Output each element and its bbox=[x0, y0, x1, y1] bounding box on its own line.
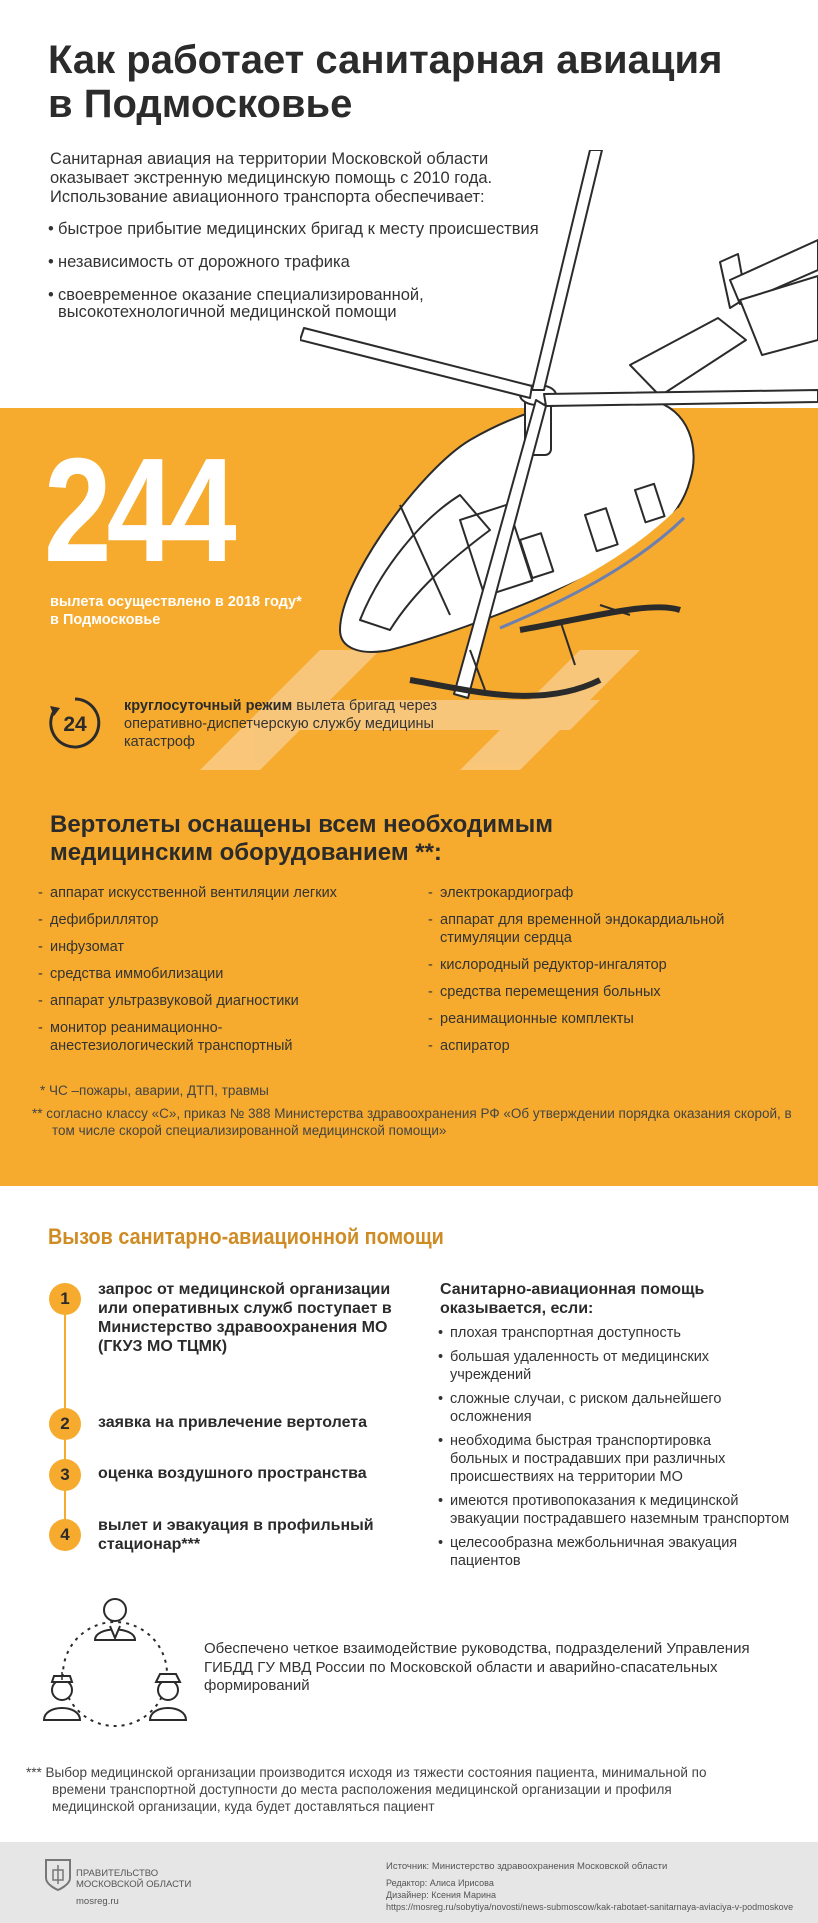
equipment-item: - средства иммобилизации bbox=[38, 965, 418, 983]
step-number: 2 bbox=[49, 1408, 81, 1440]
step-number: 3 bbox=[49, 1459, 81, 1491]
step-text: запрос от медицинской организации или оперативных служб поступает в Министерство здравоохранения МО (ГКУЗ МО ТЦМК) bbox=[98, 1281, 392, 1355]
step-text: вылет и эвакуация в профильный стационар*** bbox=[98, 1517, 374, 1553]
footnote-3: *** Выбор медицинской организации производится исходя из тяжести состояния пациента, минимальной по времени транспортной доступности до места расположения медицинской организации и профиля медицинской организации, куда будет доставляться пациент bbox=[26, 1765, 707, 1814]
step-number: 1 bbox=[49, 1283, 81, 1315]
equipment-item: - электрокардиограф bbox=[428, 884, 798, 902]
equipment-item: - аппарат ультразвуковой диагностики bbox=[38, 992, 418, 1010]
clock-24-icon bbox=[48, 696, 102, 750]
footnote-2: ** согласно классу «С», приказ № 388 Министерства здравоохранения РФ «Об утверждении порядка оказания скорой, в том числе скорой специализированной медицинской помощи» bbox=[32, 1106, 792, 1138]
footnote-1: * ЧС –пожары, аварии, ДТП, травмы bbox=[40, 1083, 269, 1098]
condition-item: • необходима быстрая транспортировка больных и пострадавших при различных происшествиях на территории МО bbox=[438, 1432, 768, 1486]
helicopter-illustration-icon bbox=[300, 150, 818, 720]
equipment-item: - дефибриллятор bbox=[38, 911, 418, 929]
page-title: Как работает санитарная авиация в Подмосковье bbox=[48, 38, 723, 126]
equipment-item: - монитор реанимационно-анестезиологический транспортный bbox=[38, 1019, 338, 1055]
benefit-item: • своевременное оказание специализированной, высокотехнологичной медицинской помощи bbox=[48, 287, 588, 321]
credits bbox=[386, 1860, 793, 1913]
condition-item: • плохая транспортная доступность bbox=[438, 1324, 808, 1342]
step-number: 4 bbox=[49, 1519, 81, 1551]
site-link[interactable]: mosreg.ru bbox=[76, 1896, 119, 1907]
step-text: заявка на привлечение вертолета bbox=[98, 1414, 368, 1431]
equipment-item: - реанимационные комплекты bbox=[428, 1010, 798, 1028]
round-the-clock-text: круглосуточный режим вылета бригад через оперативно-диспетчерскую службу медицины катастроф bbox=[124, 698, 438, 750]
cooperation-people-icon bbox=[40, 1592, 190, 1742]
intro-text: Санитарная авиация на территории Московской области оказывает экстренную медицинскую помощь с 2010 года. Использование авиационного транспорта обеспечивает: bbox=[50, 150, 493, 206]
equipment-item: - кислородный редуктор-ингалятор bbox=[428, 956, 798, 974]
equipment-title: Вертолеты оснащены всем необходимым медицинским оборудованием **: bbox=[50, 811, 553, 866]
article-url-link[interactable]: https://mosreg.ru/sobytiya/novosti/news-submoscow/kak-rabotaet-sanitarnaya-aviaciya-v-podmoskove bbox=[386, 1902, 794, 1912]
condition-item: • сложные случаи, с риском дальнейшего осложнения bbox=[438, 1390, 758, 1426]
source-text: Источник: Министерство здравоохранения Московской области bbox=[386, 1861, 668, 1872]
equipment-item: - средства перемещения больных bbox=[428, 983, 798, 1001]
step-text: оценка воздушного пространства bbox=[98, 1465, 367, 1482]
coat-of-arms-icon bbox=[44, 1858, 72, 1892]
equipment-item: - аппарат искусственной вентиляции легких bbox=[38, 884, 418, 902]
benefit-item: • независимость от дорожного трафика bbox=[48, 254, 588, 271]
equipment-item: - аспиратор bbox=[428, 1037, 798, 1055]
benefit-item: • быстрое прибытие медицинских бригад к месту происшествия bbox=[48, 221, 588, 238]
equipment-item: - инфузомат bbox=[38, 938, 418, 956]
equipment-item: - аппарат для временной эндокардиальной стимуляции сердца bbox=[428, 911, 778, 947]
designer-text: Дизайнер: Ксения Марина bbox=[386, 1890, 496, 1900]
editor-text: Редактор: Алиса Ирисова bbox=[386, 1878, 494, 1888]
government-logo-text: ПРАВИТЕЛЬСТВО МОСКОВСКОЙ ОБЛАСТИ bbox=[76, 1868, 192, 1890]
conditions-title: Санитарно-авиационная помощь оказывается, если: bbox=[440, 1281, 705, 1317]
flights-caption: вылета осуществлено в 2018 году* в Подмосковье bbox=[50, 594, 302, 628]
equipment-list-left bbox=[38, 884, 418, 1064]
svg-text:24: 24 bbox=[63, 713, 87, 736]
condition-item: • большая удаленность от медицинских учреждений bbox=[438, 1348, 748, 1384]
cooperation-text: Обеспечено четкое взаимодействие руководства, подразделений Управления ГИБДД ГУ МВД России по Московской области и аварийно-спасательных формирований bbox=[204, 1640, 750, 1694]
condition-item: • имеются противопоказания к медицинской эвакуации пострадавшего наземным транспортом bbox=[438, 1492, 808, 1528]
condition-item: • целесообразна межбольничная эвакуация пациентов bbox=[438, 1534, 808, 1570]
conditions-list bbox=[438, 1324, 808, 1576]
flights-count: 244 bbox=[44, 428, 232, 593]
equipment-list-right bbox=[428, 884, 798, 1064]
call-section-title: Вызов санитарно-авиационной помощи bbox=[48, 1224, 444, 1249]
